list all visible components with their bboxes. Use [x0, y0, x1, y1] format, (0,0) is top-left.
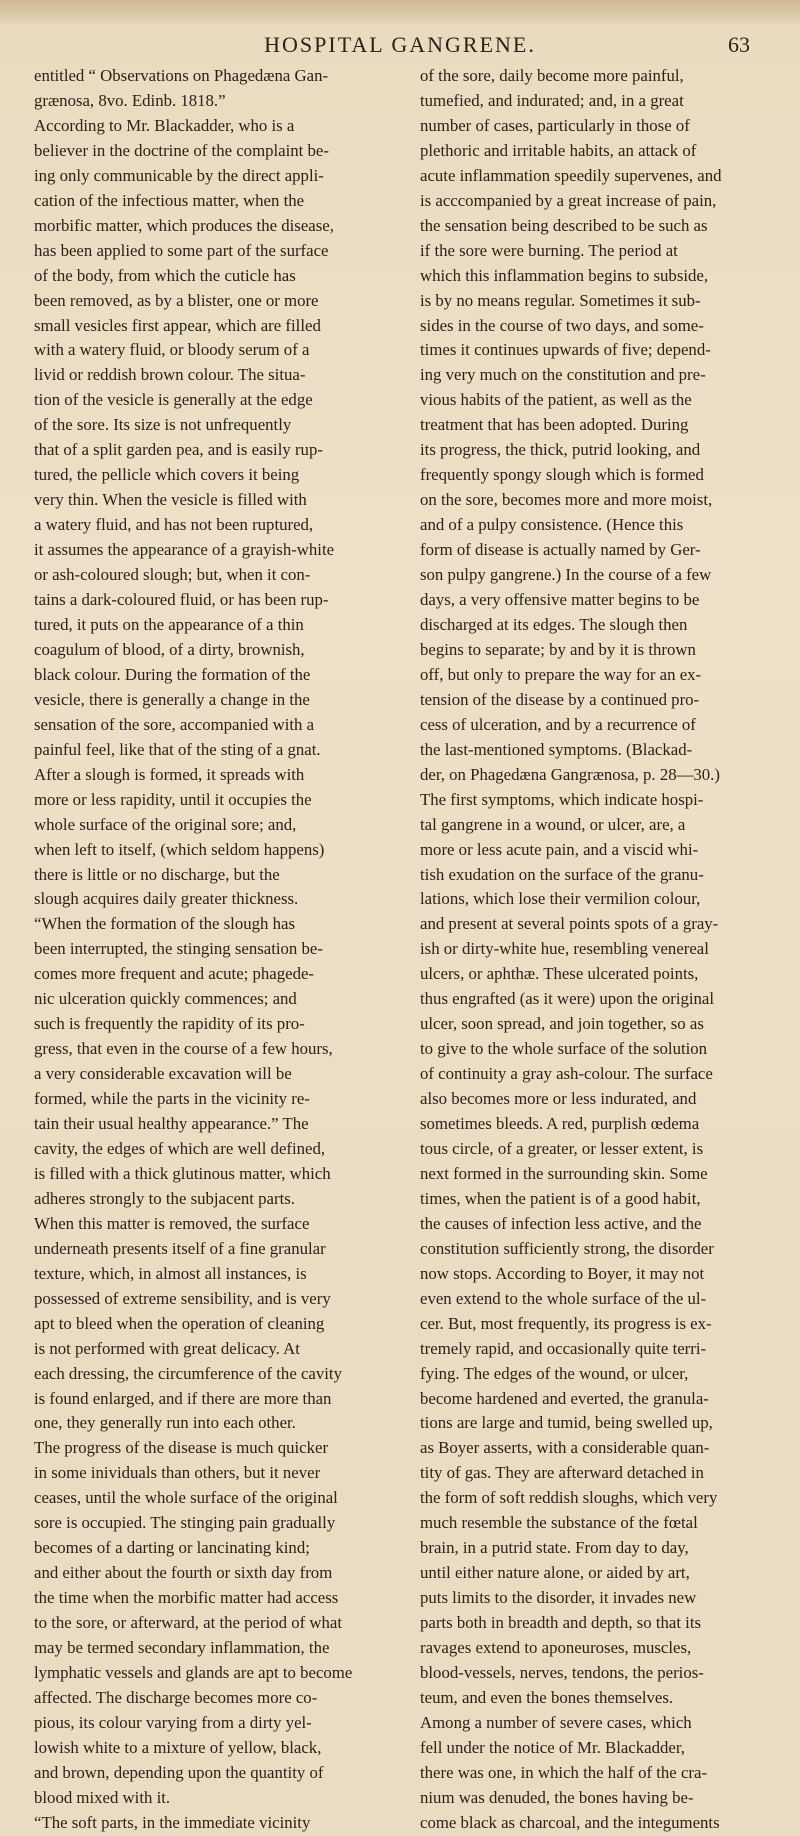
text-line: and brown, depending upon the quantity of: [34, 1762, 324, 1782]
text-line: is filled with a thick glutinous matter, which: [34, 1163, 331, 1183]
text-line: to give to the whole surface of the solution: [420, 1039, 708, 1059]
text-line: more or less rapidity, until it occupies the: [34, 789, 312, 809]
text-line: on the sore, becomes more and more moist,: [420, 490, 713, 510]
text-line: the causes of infection less active, and the: [420, 1213, 702, 1233]
text-line: is not performed with great delicacy. At: [34, 1338, 300, 1358]
text-line: is found enlarged, and if there are more than: [34, 1388, 332, 1408]
text-line: When this matter is removed, the surface: [34, 1213, 310, 1233]
text-line: a very considerable excavation will be: [34, 1064, 292, 1084]
text-line: painful feel, like that of the sting of a gnat.: [34, 739, 321, 759]
text-line: affected. The discharge becomes more co-: [34, 1687, 318, 1707]
text-line: teum, and even the bones themselves.: [420, 1687, 674, 1707]
text-line: there was one, in which the half of the cra-: [420, 1762, 708, 1782]
text-line: more or less acute pain, and a viscid whi-: [420, 839, 699, 859]
text-line: tous circle, of a greater, or lesser extent, is: [420, 1138, 704, 1158]
text-line: grænosa, 8vo. Edinb. 1818.”: [34, 90, 226, 110]
text-line: texture, which, in almost all instances, is: [34, 1263, 307, 1283]
text-line: plethoric and irritable habits, an attack of: [420, 140, 697, 160]
text-line: tain their usual healthy appearance.” The: [34, 1114, 309, 1134]
text-line: brain, in a putrid state. From day to day,: [420, 1538, 689, 1558]
text-line: tured, the pellicle which covers it being: [34, 465, 300, 485]
text-line: blood mixed with it.: [34, 1787, 171, 1807]
text-line: until either nature alone, or aided by art,: [420, 1563, 690, 1583]
text-line: ulcer, soon spread, and join together, so as: [420, 1014, 704, 1034]
text-line: also becomes more or less indurated, and: [420, 1089, 697, 1109]
text-line: times it continues upwards of five; depend-: [420, 340, 711, 360]
text-line: fying. The edges of the wound, or ulcer,: [420, 1363, 689, 1383]
text-line: believer in the doctrine of the complaint be-: [34, 140, 329, 160]
text-line: cation of the infectious matter, when the: [34, 190, 305, 210]
text-line: there is little or no discharge, but the: [34, 864, 280, 884]
text-line: lowish white to a mixture of yellow, black,: [34, 1737, 322, 1757]
text-line: ish or dirty-white hue, resembling venereal: [420, 939, 709, 959]
text-line: nic ulceration quickly commences; and: [34, 989, 297, 1009]
text-line: adheres strongly to the subjacent parts.: [34, 1188, 295, 1208]
text-line: its progress, the thick, putrid looking, and: [420, 440, 701, 460]
text-line: whole surface of the original sore; and,: [34, 814, 297, 834]
text-columns: [34, 64, 774, 1832]
left-column: [34, 64, 388, 1832]
text-line: ceases, until the whole surface of the original: [34, 1488, 338, 1508]
text-line: der, on Phagedæna Gangrænosa, p. 28—30.): [420, 764, 720, 784]
text-line: tion of the vesicle is generally at the edge: [34, 390, 313, 410]
text-line: of the body, from which the cuticle has: [34, 265, 296, 285]
text-line: tish exudation on the surface of the granu-: [420, 864, 704, 884]
text-line: pious, its colour varying from a dirty yel-: [34, 1712, 312, 1732]
text-line: discharged at its edges. The slough then: [420, 614, 688, 634]
text-line: a watery fluid, and has not been ruptured,: [34, 515, 314, 535]
text-line: small vesicles first appear, which are filled: [34, 315, 321, 335]
text-line: cer. But, most frequently, its progress is ex-: [420, 1313, 712, 1333]
text-line: been removed, as by a blister, one or more: [34, 290, 319, 310]
text-line: comes more frequent and acute; phagede-: [34, 964, 315, 984]
text-line: come black as charcoal, and the integuments: [420, 1812, 720, 1832]
text-line: of continuity a gray ash-colour. The surface: [420, 1064, 713, 1084]
text-line: such is frequently the rapidity of its pro-: [34, 1014, 305, 1034]
text-line: acute inflammation speedily supervenes, and: [420, 165, 722, 185]
text-line: possessed of extreme sensibility, and is very: [34, 1288, 331, 1308]
text-line: ing only communicable by the direct appli-: [34, 165, 324, 185]
text-line: entitled “ Observations on Phagedæna Gan-: [34, 66, 329, 85]
text-line: livid or reddish brown colour. The situa-: [34, 365, 306, 385]
text-line: sensation of the sore, accompanied with a: [34, 714, 315, 734]
text-line: or ash-coloured slough; but, when it con-: [34, 565, 311, 585]
text-line: lymphatic vessels and glands are apt to become: [34, 1663, 353, 1682]
text-line: tal gangrene in a wound, or ulcer, are, a: [420, 814, 686, 834]
text-line: ing very much on the constitution and pre-: [420, 365, 706, 385]
text-line: cess of ulceration, and by a recurrence of: [420, 714, 696, 734]
text-line: the last-mentioned symptoms. (Blackad-: [420, 739, 693, 759]
text-line: and either about the fourth or sixth day from: [34, 1563, 333, 1583]
text-line: sides in the course of two days, and some-: [420, 315, 704, 335]
text-line: puts limits to the disorder, it invades new: [420, 1588, 697, 1608]
text-line: and present at several points spots of a gray-: [420, 914, 719, 934]
text-line: tumefied, and indurated; and, in a great: [420, 90, 684, 110]
text-line: much resemble the substance of the fœtal: [420, 1513, 698, 1533]
text-line: with a watery fluid, or bloody serum of a: [34, 340, 310, 360]
text-line: is by no means regular. Sometimes it sub-: [420, 290, 701, 310]
text-line: to the sore, or afterward, at the period of what: [34, 1613, 343, 1633]
text-line: number of cases, particularly in those of: [420, 115, 690, 135]
text-line: morbific matter, which produces the disease,: [34, 215, 334, 235]
text-line: as Boyer asserts, with a considerable quan-: [420, 1438, 710, 1458]
text-line: in some inividuals than others, but it never: [34, 1463, 321, 1483]
right-column: [420, 64, 774, 1832]
text-line: off, but only to prepare the way for an ex-: [420, 664, 702, 684]
text-line: which this inflammation begins to subside,: [420, 265, 709, 285]
text-line: becomes of a darting or lancinating kind;: [34, 1538, 310, 1558]
text-line: very thin. When the vesicle is filled with: [34, 490, 307, 510]
text-line: now stops. According to Boyer, it may not: [420, 1263, 705, 1283]
text-line: the form of soft reddish sloughs, which very: [420, 1488, 718, 1508]
text-line: one, they generally run into each other.: [34, 1413, 296, 1433]
text-line: blood-vessels, nerves, tendons, the perios-: [420, 1663, 704, 1682]
text-line: son pulpy gangrene.) In the course of a few: [420, 565, 712, 585]
text-line: the sensation being described to be such as: [420, 215, 708, 235]
text-line: ulcers, or aphthæ. These ulcerated points,: [420, 964, 699, 984]
text-line: apt to bleed when the operation of cleaning: [34, 1313, 325, 1333]
text-line: frequently spongy slough which is formed: [420, 465, 704, 485]
text-line: it assumes the appearance of a grayish-white: [34, 540, 335, 560]
text-line: formed, while the parts in the vicinity re-: [34, 1089, 310, 1109]
text-line: sometimes bleeds. A red, purplish œdema: [420, 1114, 700, 1134]
page-number: 63: [728, 32, 750, 57]
text-line: tured, it puts on the appearance of a thin: [34, 614, 304, 634]
text-line: each dressing, the circumference of the cavity: [34, 1363, 342, 1383]
text-line: constitution sufficiently strong, the disorder: [420, 1238, 714, 1258]
text-line: According to Mr. Blackadder, who is a: [34, 115, 295, 135]
text-line: The first symptoms, which indicate hospi-: [420, 789, 704, 809]
text-line: is acccompanied by a great increase of pain,: [420, 190, 717, 210]
text-line: thus engrafted (as it were) upon the original: [420, 989, 715, 1009]
text-line: gress, that even in the course of a few hours,: [34, 1039, 333, 1059]
text-line: become hardened and everted, the granula-: [420, 1388, 709, 1408]
text-line: ravages extend to aponeuroses, muscles,: [420, 1638, 692, 1658]
text-line: coagulum of blood, of a dirty, brownish,: [34, 639, 305, 659]
text-line: cavity, the edges of which are well defined,: [34, 1138, 326, 1158]
text-line: nium was denuded, the bones having be-: [420, 1787, 694, 1807]
text-line: vesicle, there is generally a change in the: [34, 689, 310, 709]
text-line: tremely rapid, and occasionally quite terri-: [420, 1338, 707, 1358]
text-line: when left to itself, (which seldom happens): [34, 839, 325, 859]
text-line: even extend to the whole surface of the ul-: [420, 1288, 707, 1308]
text-line: The progress of the disease is much quicker: [34, 1438, 329, 1458]
text-line: black colour. During the formation of the: [34, 664, 311, 684]
text-line: has been applied to some part of the surface: [34, 240, 329, 260]
text-line: treatment that has been adopted. During: [420, 415, 689, 435]
text-line: tension of the disease by a continued pro-: [420, 689, 700, 709]
running-head: HOSPITAL GANGRENE.: [264, 32, 536, 57]
text-line: vious habits of the patient, as well as the: [420, 390, 692, 410]
text-line: next formed in the surrounding skin. Some: [420, 1163, 708, 1183]
text-line: After a slough is formed, it spreads with: [34, 764, 305, 784]
text-line: the time when the morbific matter had access: [34, 1588, 339, 1608]
text-line: tity of gas. They are afterward detached in: [420, 1463, 704, 1483]
text-line: days, a very offensive matter begins to be: [420, 590, 700, 610]
text-line: may be termed secondary inflammation, the: [34, 1638, 330, 1658]
text-line: “The soft parts, in the immediate vicinity: [34, 1812, 311, 1832]
text-line: and of a pulpy consistence. (Hence this: [420, 515, 684, 535]
text-line: tains a dark-coloured fluid, or has been rup-: [34, 590, 329, 610]
text-line: underneath presents itself of a fine granular: [34, 1238, 326, 1258]
page-top-edge: [0, 0, 800, 24]
text-line: form of disease is actually named by Ger-: [420, 540, 701, 560]
text-line: of the sore. Its size is not unfrequently: [34, 415, 292, 435]
text-line: lations, which lose their vermilion colour,: [420, 889, 701, 909]
text-line: Among a number of severe cases, which: [420, 1712, 692, 1732]
text-line: if the sore were burning. The period at: [420, 240, 678, 260]
text-line: of the sore, daily become more painful,: [420, 66, 684, 85]
text-line: times, when the patient is of a good habit,: [420, 1188, 701, 1208]
text-line: fell under the notice of Mr. Blackadder,: [420, 1737, 685, 1757]
text-line: “When the formation of the slough has: [34, 914, 295, 934]
text-line: that of a split garden pea, and is easily rup-: [34, 440, 323, 460]
page-header: [40, 28, 760, 62]
text-line: slough acquires daily greater thickness.: [34, 889, 299, 909]
text-line: tions are large and tumid, being swelled up,: [420, 1413, 713, 1433]
text-line: sore is occupied. The stinging pain gradually: [34, 1513, 336, 1533]
text-line: been interrupted, the stinging sensation be-: [34, 939, 323, 959]
text-line: parts both in breadth and depth, so that its: [420, 1613, 702, 1633]
text-line: begins to separate; by and by it is thrown: [420, 639, 696, 659]
